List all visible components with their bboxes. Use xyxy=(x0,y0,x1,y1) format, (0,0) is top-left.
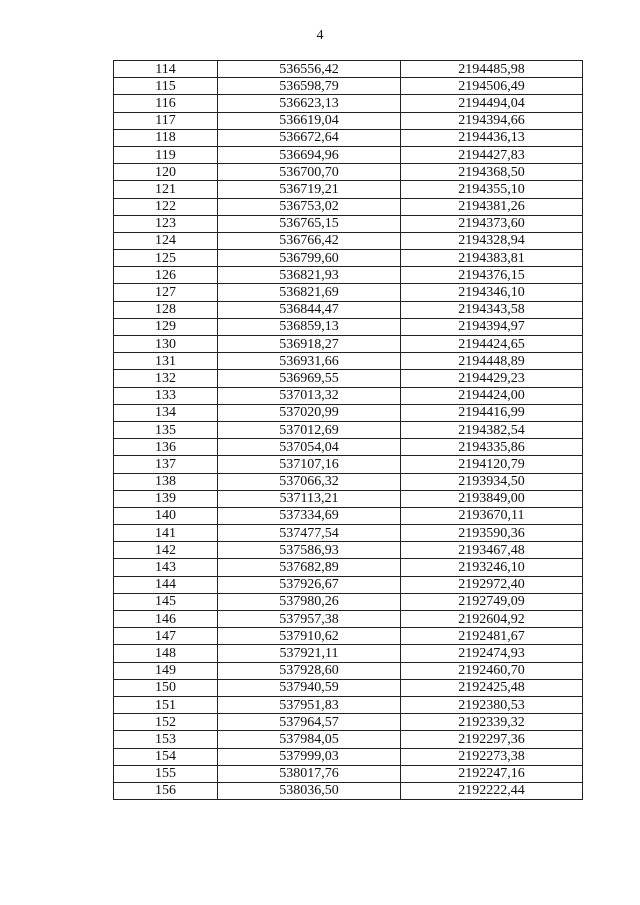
table-row xyxy=(114,473,583,490)
table-row xyxy=(114,78,583,95)
y-coordinate-cell: 2192481,67 xyxy=(401,628,583,645)
x-coordinate-cell: 537910,62 xyxy=(218,628,401,645)
y-coordinate-cell: 2194506,49 xyxy=(401,78,583,95)
point-number-cell: 115 xyxy=(114,78,218,95)
x-coordinate-cell: 536918,27 xyxy=(218,336,401,353)
point-number-cell: 146 xyxy=(114,611,218,628)
y-coordinate-cell: 2194355,10 xyxy=(401,181,583,198)
x-coordinate-cell: 537107,16 xyxy=(218,456,401,473)
table-row xyxy=(114,714,583,731)
y-coordinate-cell: 2194343,58 xyxy=(401,301,583,318)
point-number-cell: 130 xyxy=(114,336,218,353)
table-row xyxy=(114,542,583,559)
table-row xyxy=(114,765,583,782)
table-row xyxy=(114,250,583,267)
table-row xyxy=(114,490,583,507)
table-row xyxy=(114,748,583,765)
table-row xyxy=(114,387,583,404)
x-coordinate-cell: 536844,47 xyxy=(218,301,401,318)
table-row xyxy=(114,181,583,198)
point-number-cell: 139 xyxy=(114,490,218,507)
point-number-cell: 122 xyxy=(114,198,218,215)
point-number-cell: 136 xyxy=(114,439,218,456)
y-coordinate-cell: 2194436,13 xyxy=(401,129,583,146)
x-coordinate-cell: 537940,59 xyxy=(218,679,401,696)
y-coordinate-cell: 2192749,09 xyxy=(401,593,583,610)
y-coordinate-cell: 2194382,54 xyxy=(401,421,583,438)
coordinates-table xyxy=(113,60,583,800)
point-number-cell: 152 xyxy=(114,714,218,731)
table-row xyxy=(114,198,583,215)
y-coordinate-cell: 2192972,40 xyxy=(401,576,583,593)
x-coordinate-cell: 536765,15 xyxy=(218,215,401,232)
table-row xyxy=(114,421,583,438)
y-coordinate-cell: 2194424,65 xyxy=(401,336,583,353)
table-row xyxy=(114,146,583,163)
x-coordinate-cell: 537013,32 xyxy=(218,387,401,404)
point-number-cell: 124 xyxy=(114,232,218,249)
x-coordinate-cell: 537012,69 xyxy=(218,421,401,438)
x-coordinate-cell: 538036,50 xyxy=(218,782,401,799)
x-coordinate-cell: 537928,60 xyxy=(218,662,401,679)
point-number-cell: 134 xyxy=(114,404,218,421)
y-coordinate-cell: 2194373,60 xyxy=(401,215,583,232)
x-coordinate-cell: 537980,26 xyxy=(218,593,401,610)
point-number-cell: 132 xyxy=(114,370,218,387)
table-row xyxy=(114,284,583,301)
point-number-cell: 142 xyxy=(114,542,218,559)
x-coordinate-cell: 536556,42 xyxy=(218,61,401,78)
table-row xyxy=(114,318,583,335)
point-number-cell: 116 xyxy=(114,95,218,112)
point-number-cell: 133 xyxy=(114,387,218,404)
x-coordinate-cell: 536619,04 xyxy=(218,112,401,129)
x-coordinate-cell: 536700,70 xyxy=(218,164,401,181)
y-coordinate-cell: 2192425,48 xyxy=(401,679,583,696)
point-number-cell: 118 xyxy=(114,129,218,146)
y-coordinate-cell: 2192474,93 xyxy=(401,645,583,662)
table-row xyxy=(114,439,583,456)
x-coordinate-cell: 536766,42 xyxy=(218,232,401,249)
point-number-cell: 147 xyxy=(114,628,218,645)
x-coordinate-cell: 537054,04 xyxy=(218,439,401,456)
point-number-cell: 140 xyxy=(114,507,218,524)
table-row xyxy=(114,164,583,181)
x-coordinate-cell: 537113,21 xyxy=(218,490,401,507)
table-row xyxy=(114,336,583,353)
x-coordinate-cell: 537957,38 xyxy=(218,611,401,628)
table-row xyxy=(114,525,583,542)
x-coordinate-cell: 537926,67 xyxy=(218,576,401,593)
table-row xyxy=(114,731,583,748)
y-coordinate-cell: 2192380,53 xyxy=(401,696,583,713)
y-coordinate-cell: 2193934,50 xyxy=(401,473,583,490)
y-coordinate-cell: 2194424,00 xyxy=(401,387,583,404)
point-number-cell: 120 xyxy=(114,164,218,181)
page-number: 4 xyxy=(316,28,324,43)
coordinates-table-body xyxy=(114,61,583,800)
point-number-cell: 128 xyxy=(114,301,218,318)
x-coordinate-cell: 536969,55 xyxy=(218,370,401,387)
table-row xyxy=(114,679,583,696)
x-coordinate-cell: 536821,93 xyxy=(218,267,401,284)
x-coordinate-cell: 537964,57 xyxy=(218,714,401,731)
y-coordinate-cell: 2194485,98 xyxy=(401,61,583,78)
point-number-cell: 117 xyxy=(114,112,218,129)
table-row xyxy=(114,129,583,146)
x-coordinate-cell: 537682,89 xyxy=(218,559,401,576)
table-row xyxy=(114,267,583,284)
y-coordinate-cell: 2194394,66 xyxy=(401,112,583,129)
x-coordinate-cell: 536719,21 xyxy=(218,181,401,198)
y-coordinate-cell: 2192247,16 xyxy=(401,765,583,782)
x-coordinate-cell: 536821,69 xyxy=(218,284,401,301)
point-number-cell: 156 xyxy=(114,782,218,799)
y-coordinate-cell: 2194394,97 xyxy=(401,318,583,335)
table-row xyxy=(114,559,583,576)
table-row xyxy=(114,662,583,679)
point-number-cell: 127 xyxy=(114,284,218,301)
y-coordinate-cell: 2193467,48 xyxy=(401,542,583,559)
point-number-cell: 150 xyxy=(114,679,218,696)
point-number-cell: 145 xyxy=(114,593,218,610)
point-number-cell: 143 xyxy=(114,559,218,576)
y-coordinate-cell: 2194383,81 xyxy=(401,250,583,267)
point-number-cell: 154 xyxy=(114,748,218,765)
y-coordinate-cell: 2192339,32 xyxy=(401,714,583,731)
point-number-cell: 114 xyxy=(114,61,218,78)
x-coordinate-cell: 537921,11 xyxy=(218,645,401,662)
table-row xyxy=(114,404,583,421)
point-number-cell: 131 xyxy=(114,353,218,370)
x-coordinate-cell: 536931,66 xyxy=(218,353,401,370)
x-coordinate-cell: 536598,79 xyxy=(218,78,401,95)
table-row xyxy=(114,61,583,78)
x-coordinate-cell: 536859,13 xyxy=(218,318,401,335)
point-number-cell: 155 xyxy=(114,765,218,782)
y-coordinate-cell: 2194381,26 xyxy=(401,198,583,215)
y-coordinate-cell: 2193670,11 xyxy=(401,507,583,524)
y-coordinate-cell: 2194416,99 xyxy=(401,404,583,421)
x-coordinate-cell: 537477,54 xyxy=(218,525,401,542)
table-row xyxy=(114,507,583,524)
x-coordinate-cell: 538017,76 xyxy=(218,765,401,782)
x-coordinate-cell: 536753,02 xyxy=(218,198,401,215)
y-coordinate-cell: 2192297,36 xyxy=(401,731,583,748)
table-row xyxy=(114,782,583,799)
y-coordinate-cell: 2192273,38 xyxy=(401,748,583,765)
table-row xyxy=(114,645,583,662)
y-coordinate-cell: 2194335,86 xyxy=(401,439,583,456)
table-row xyxy=(114,628,583,645)
x-coordinate-cell: 536799,60 xyxy=(218,250,401,267)
table-row xyxy=(114,593,583,610)
table-row xyxy=(114,696,583,713)
y-coordinate-cell: 2192222,44 xyxy=(401,782,583,799)
y-coordinate-cell: 2194328,94 xyxy=(401,232,583,249)
x-coordinate-cell: 536694,96 xyxy=(218,146,401,163)
x-coordinate-cell: 537984,05 xyxy=(218,731,401,748)
point-number-cell: 129 xyxy=(114,318,218,335)
point-number-cell: 148 xyxy=(114,645,218,662)
x-coordinate-cell: 537334,69 xyxy=(218,507,401,524)
table-row xyxy=(114,353,583,370)
x-coordinate-cell: 537951,83 xyxy=(218,696,401,713)
point-number-cell: 144 xyxy=(114,576,218,593)
y-coordinate-cell: 2194494,04 xyxy=(401,95,583,112)
point-number-cell: 123 xyxy=(114,215,218,232)
y-coordinate-cell: 2194120,79 xyxy=(401,456,583,473)
point-number-cell: 125 xyxy=(114,250,218,267)
table-row xyxy=(114,611,583,628)
x-coordinate-cell: 537999,03 xyxy=(218,748,401,765)
point-number-cell: 137 xyxy=(114,456,218,473)
point-number-cell: 126 xyxy=(114,267,218,284)
point-number-cell: 121 xyxy=(114,181,218,198)
point-number-cell: 151 xyxy=(114,696,218,713)
y-coordinate-cell: 2192604,92 xyxy=(401,611,583,628)
point-number-cell: 119 xyxy=(114,146,218,163)
point-number-cell: 141 xyxy=(114,525,218,542)
y-coordinate-cell: 2194368,50 xyxy=(401,164,583,181)
table-row xyxy=(114,112,583,129)
table-row xyxy=(114,301,583,318)
x-coordinate-cell: 536672,64 xyxy=(218,129,401,146)
x-coordinate-cell: 537020,99 xyxy=(218,404,401,421)
table-row xyxy=(114,576,583,593)
point-number-cell: 149 xyxy=(114,662,218,679)
table-row xyxy=(114,215,583,232)
point-number-cell: 153 xyxy=(114,731,218,748)
y-coordinate-cell: 2194427,83 xyxy=(401,146,583,163)
x-coordinate-cell: 537586,93 xyxy=(218,542,401,559)
y-coordinate-cell: 2194448,89 xyxy=(401,353,583,370)
y-coordinate-cell: 2193849,00 xyxy=(401,490,583,507)
y-coordinate-cell: 2194376,15 xyxy=(401,267,583,284)
y-coordinate-cell: 2194429,23 xyxy=(401,370,583,387)
table-row xyxy=(114,370,583,387)
y-coordinate-cell: 2194346,10 xyxy=(401,284,583,301)
x-coordinate-cell: 537066,32 xyxy=(218,473,401,490)
y-coordinate-cell: 2193590,36 xyxy=(401,525,583,542)
point-number-cell: 135 xyxy=(114,421,218,438)
y-coordinate-cell: 2193246,10 xyxy=(401,559,583,576)
point-number-cell: 138 xyxy=(114,473,218,490)
table-row xyxy=(114,232,583,249)
table-row xyxy=(114,456,583,473)
y-coordinate-cell: 2192460,70 xyxy=(401,662,583,679)
table-row xyxy=(114,95,583,112)
x-coordinate-cell: 536623,13 xyxy=(218,95,401,112)
